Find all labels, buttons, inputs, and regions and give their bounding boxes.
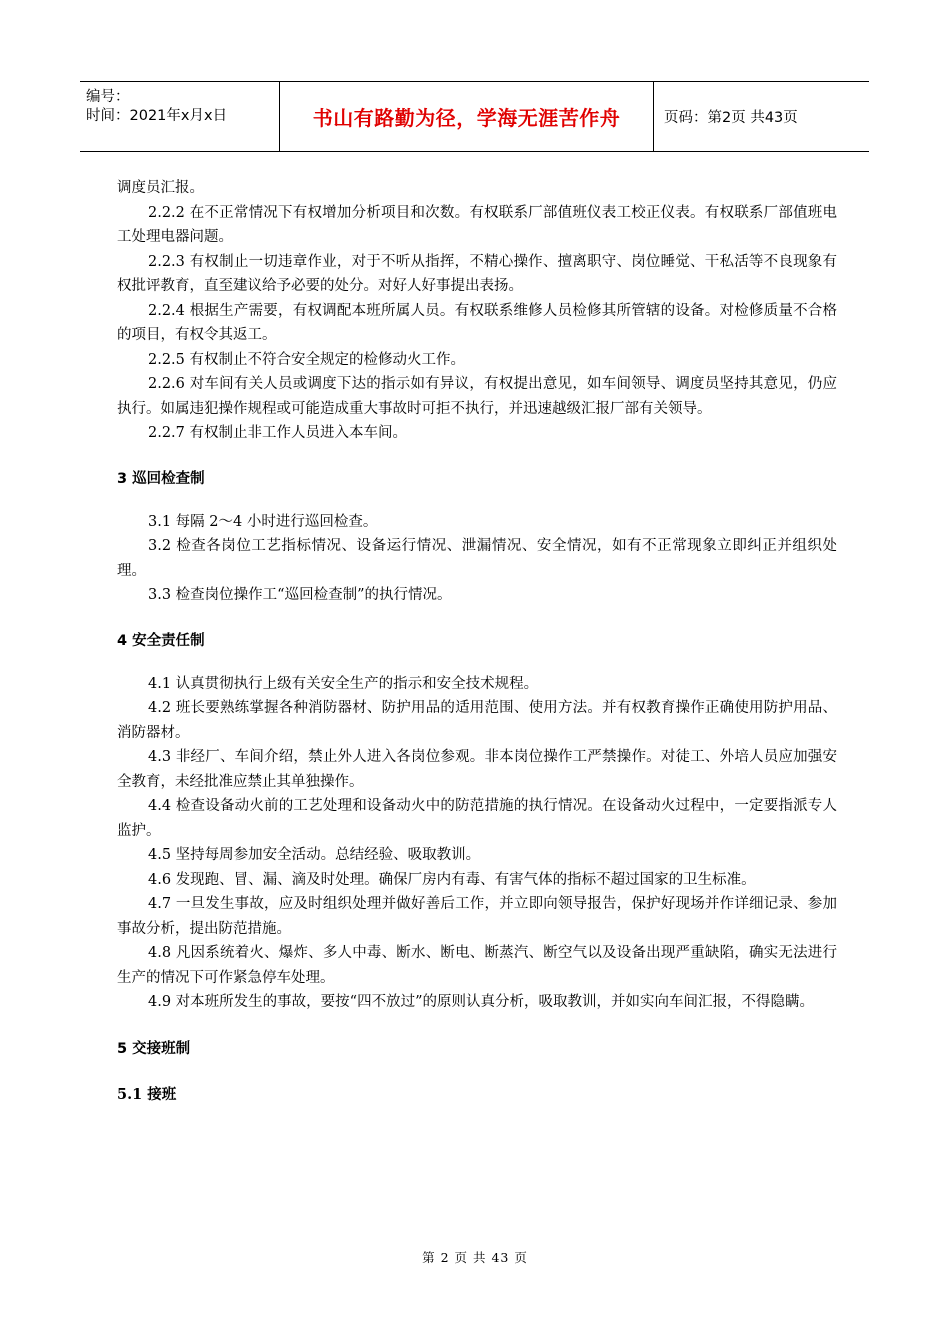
- page-footer: 第 2 页 共 43 页: [422, 1250, 528, 1265]
- list-item: 4.6 发现跑、冒、漏、滴及时处理。确保厂房内有毒、有害气体的指标不超过国家的卫生标准。: [148, 871, 756, 888]
- subsection-heading-take-over: 5.1 接班: [117, 1085, 177, 1103]
- list-item: 4.5 坚持每周参加安全活动。总结经验、吸取教训。: [148, 847, 481, 863]
- list-item: 4.4 检查设备动火前的工艺处理和设备动火中的防范措施的执行情况。在设备动火过程中，一定要指派专人监护。: [117, 798, 837, 839]
- paragraph: 2.2.7 有权制止非工作人员进入本车间。: [148, 425, 408, 441]
- paragraph: 2.2.4 根据生产需要，有权调配本班所属人员。有权联系维修人员检修其所管辖的设备。对检修质量不合格的项目，有权令其返工。: [117, 302, 837, 343]
- list-item: 4.2 班长要熟练掌握各种消防器材、防护用品的适用范围、使用方法。并有权教育操作正确使用防护用品、消防器材。: [117, 700, 837, 741]
- paragraph: 2.2.6 对车间有关人员或调度下达的指示如有异议，有权提出意见，如车间领导、调度员坚持其意见，仍应执行。如属违犯操作规程或可能造成重大事故时可拒不执行，并迅速越级汇报厂部有关领导。: [117, 376, 837, 417]
- header-page-code: 页码：第2页 共43页: [664, 110, 798, 126]
- paragraph: 调度员汇报。: [117, 180, 204, 196]
- paragraph: 2.2.2 在不正常情况下有权增加分析项目和次数。有权联系厂部值班仪表工校正仪表。有权联系厂部值班电工处理电器问题。: [117, 204, 837, 245]
- document-body: [117, 176, 837, 1107]
- list-item: 4.7 一旦发生事故，应及时组织处理并做好善后工作，并立即向领导报告，保护好现场并作详细记录、参加事故分析，提出防范措施。: [117, 896, 837, 937]
- header-motto: 书山有路勤为径，学海无涯苦作舟: [280, 82, 654, 151]
- header-table: [80, 81, 869, 152]
- section-heading-shift-handover: 5 交接班制: [117, 1040, 191, 1057]
- list-item: 3.2 检查各岗位工艺指标情况、设备运行情况、泄漏情况、安全情况，如有不正常现象立即纠正并组织处理。: [117, 538, 837, 579]
- paragraph: 2.2.5 有权制止不符合安全规定的检修动火工作。: [148, 351, 466, 368]
- header-meta-cell: [80, 82, 280, 151]
- list-item: 4.1 认真贯彻执行上级有关安全生产的指示和安全技术规程。: [148, 675, 539, 692]
- section-heading-safety: 4 安全责任制: [117, 632, 205, 649]
- section-heading-patrol: 3 巡回检查制: [117, 470, 205, 487]
- document-number-label: 编号：: [86, 89, 130, 105]
- list-item: 4.9 对本班所发生的事故，要按“四不放过”的原则认真分析，吸取教训，并如实向车间汇报，不得隐瞒。: [148, 994, 814, 1010]
- list-item: 4.8 凡因系统着火、爆炸、多人中毒、断水、断电、断蒸汽、断空气以及设备出现严重缺陷，确实无法进行生产的情况下可作紧急停车处理。: [117, 945, 837, 986]
- document-time-label: 时间：2021年x月x日: [86, 108, 228, 124]
- list-item: 3.1 每隔 2～4 小时进行巡回检查。: [148, 513, 378, 530]
- list-item: 3.3 检查岗位操作工“巡回检查制”的执行情况。: [148, 587, 452, 603]
- list-item: 4.3 非经厂、车间介绍，禁止外人进入各岗位参观。非本岗位操作工严禁操作。对徒工、外培人员应加强安全教育，未经批准应禁止其单独操作。: [117, 749, 837, 790]
- paragraph: 2.2.3 有权制止一切违章作业，对于不听从指挥，不精心操作、擅离职守、岗位睡觉、干私活等不良现象有权批评教育，直至建议给予必要的处分。对好人好事提出表扬。: [117, 253, 837, 294]
